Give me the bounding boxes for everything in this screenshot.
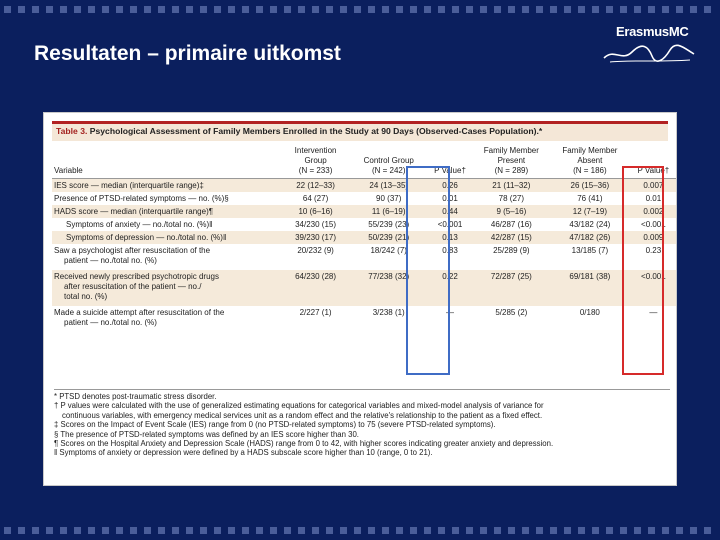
table-footnotes <box>54 389 670 458</box>
cell-control: 3/238 (1) <box>372 308 405 317</box>
table-row <box>52 244 676 270</box>
cell-present: 46/287 (16) <box>490 219 532 229</box>
footnote: * PTSD denotes post-traumatic stress disorder. <box>54 392 217 401</box>
cell-present: 42/287 (15) <box>474 231 549 244</box>
cell-intervention: 22 (12–33) <box>280 179 351 193</box>
cell-control: 90 (37) <box>376 193 402 203</box>
row-variable: Received newly prescribed psychotropic drugs after resuscitation of the patient — no./ total no. (%) <box>52 270 280 306</box>
cell-control: 11 (6–19) <box>351 205 426 218</box>
logo-text: ErasmusMC <box>616 24 689 39</box>
cell-present: 21 (11–32) <box>474 179 549 193</box>
slide-title: Resultaten – primaire uitkomst <box>34 42 341 65</box>
table-row <box>52 218 676 231</box>
cell-pvalue-2: 0.002 <box>631 205 676 218</box>
cell-pvalue-1: 0.01 <box>442 193 458 203</box>
header-pvalue-1: P Value† <box>426 145 473 179</box>
header-absent: Family Member Absent (N = 186) <box>549 145 631 179</box>
cell-present: 72/287 (25) <box>474 270 549 306</box>
bottom-decorative-squares <box>4 527 716 534</box>
row-variable: IES score — median (interquartile range)‡ <box>52 179 280 193</box>
cell-pvalue-1: — <box>446 308 455 317</box>
table-caption-text: Psychological Assessment of Family Members Enrolled in the Study at 90 Days (Observed-Cases Population).* <box>89 126 543 136</box>
table-row <box>52 306 676 332</box>
cell-pvalue-2: — <box>649 308 658 317</box>
cell-pvalue-1: 0.26 <box>426 179 473 193</box>
row-variable: Symptoms of anxiety — no./total no. (%)‖ <box>66 219 213 229</box>
cell-absent: 69/181 (38) <box>549 270 631 306</box>
table-row <box>52 179 676 193</box>
row-variable: Symptoms of depression — no./total no. (%)‖ <box>52 231 280 244</box>
cell-pvalue-1: 0.22 <box>426 270 473 306</box>
footnote: † P values were calculated with the use of generalized estimating equations for categorical variables and mixed-model analysis of variance for <box>54 401 544 411</box>
cell-present: 9 (5–16) <box>474 205 549 218</box>
header-control: Control Group (N = 242) <box>351 145 426 179</box>
cell-absent: 47/182 (26) <box>549 231 631 244</box>
footnote: ‖ Symptoms of anxiety or depression were defined by a HADS subscale score higher than 10 (range, 0 to 21). <box>54 448 433 458</box>
cell-control: 77/238 (32) <box>351 270 426 306</box>
cell-pvalue-1: 0.44 <box>426 205 473 218</box>
top-decorative-squares <box>4 6 716 13</box>
psychological-assessment-table <box>52 145 676 332</box>
cell-present: 5/285 (2) <box>495 308 528 317</box>
cell-intervention: 64/230 (28) <box>280 270 351 306</box>
footnote: § The presence of PTSD-related symptoms was defined by an IES score higher than 30. <box>54 429 359 439</box>
cell-intervention: 39/230 (17) <box>280 231 351 244</box>
cell-pvalue-1: <0.001 <box>437 219 463 229</box>
cell-control: 24 (13–35) <box>351 179 426 193</box>
table-row <box>52 270 676 306</box>
cell-absent: 12 (7–19) <box>549 205 631 218</box>
erasmus-mc-logo <box>600 22 700 72</box>
cell-absent: 76 (41) <box>577 193 603 203</box>
cell-absent: 26 (15–36) <box>549 179 631 193</box>
cell-absent: 0/180 <box>579 308 600 317</box>
cell-present: 78 (27) <box>498 193 525 203</box>
cell-pvalue-2: <0.001 <box>631 270 676 306</box>
cell-control: 50/239 (21) <box>351 231 426 244</box>
table-number: Table 3. <box>56 126 88 136</box>
header-row <box>52 145 676 179</box>
header-intervention: Intervention Group (N = 233) <box>280 145 351 179</box>
header-pvalue-2: P Value† <box>631 145 676 179</box>
footnote: ¶ Scores on the Hospital Anxiety and Depression Scale (HADS) range from 0 to 42, with higher scores indicating greater anxiety and depression. <box>54 439 554 449</box>
cell-pvalue-2: 0.009 <box>631 231 676 244</box>
cell-intervention: 64 (27) <box>302 193 329 203</box>
cell-absent: 43/182 (24) <box>569 219 611 229</box>
cell-control: 18/242 (7) <box>370 246 407 255</box>
row-variable: Presence of PTSD-related symptoms — no. (%)§ <box>54 193 229 203</box>
row-variable: HADS score — median (interquartile range)¶ <box>52 205 280 218</box>
table-row <box>52 231 676 244</box>
cell-pvalue-2: 0.01 <box>645 193 662 203</box>
cell-pvalue-2: 0.23 <box>645 246 662 255</box>
cell-intervention: 34/230 (15) <box>295 219 337 229</box>
erasmus-signature-icon <box>600 38 700 68</box>
header-variable: Variable <box>52 145 280 179</box>
cell-control: 55/239 (23) <box>368 219 410 229</box>
cell-pvalue-2: 0.007 <box>631 179 676 193</box>
cell-pvalue-1: 0.83 <box>442 246 458 255</box>
footnote: ‡ Scores on the Impact of Event Scale (IES) range from 0 (no PTSD-related symptoms) to 75 (severe PTSD-related symptoms). <box>54 420 496 430</box>
cell-absent: 13/185 (7) <box>571 246 609 255</box>
cell-present: 25/289 (9) <box>493 246 530 255</box>
footnote-continuation: continuous variables, with emergency medical services unit as a random effect and the relative's relationship to the patient as a fixed effect. <box>62 410 543 420</box>
header-present: Family Member Present (N = 289) <box>474 145 549 179</box>
table-image-panel <box>43 112 677 486</box>
cell-intervention: 10 (6–16) <box>280 205 351 218</box>
cell-pvalue-1: 0.13 <box>426 231 473 244</box>
cell-intervention: 20/232 (9) <box>297 246 334 255</box>
row-variable: Made a suicide attempt after resuscitation of the patient — no./total no. (%) <box>54 308 225 327</box>
table-row <box>52 205 676 218</box>
table-caption <box>52 121 668 141</box>
cell-intervention: 2/227 (1) <box>299 308 332 317</box>
row-variable: Saw a psychologist after resuscitation of the patient — no./total no. (%) <box>54 246 211 265</box>
table-row <box>52 192 676 205</box>
cell-pvalue-2: <0.001 <box>641 219 666 229</box>
